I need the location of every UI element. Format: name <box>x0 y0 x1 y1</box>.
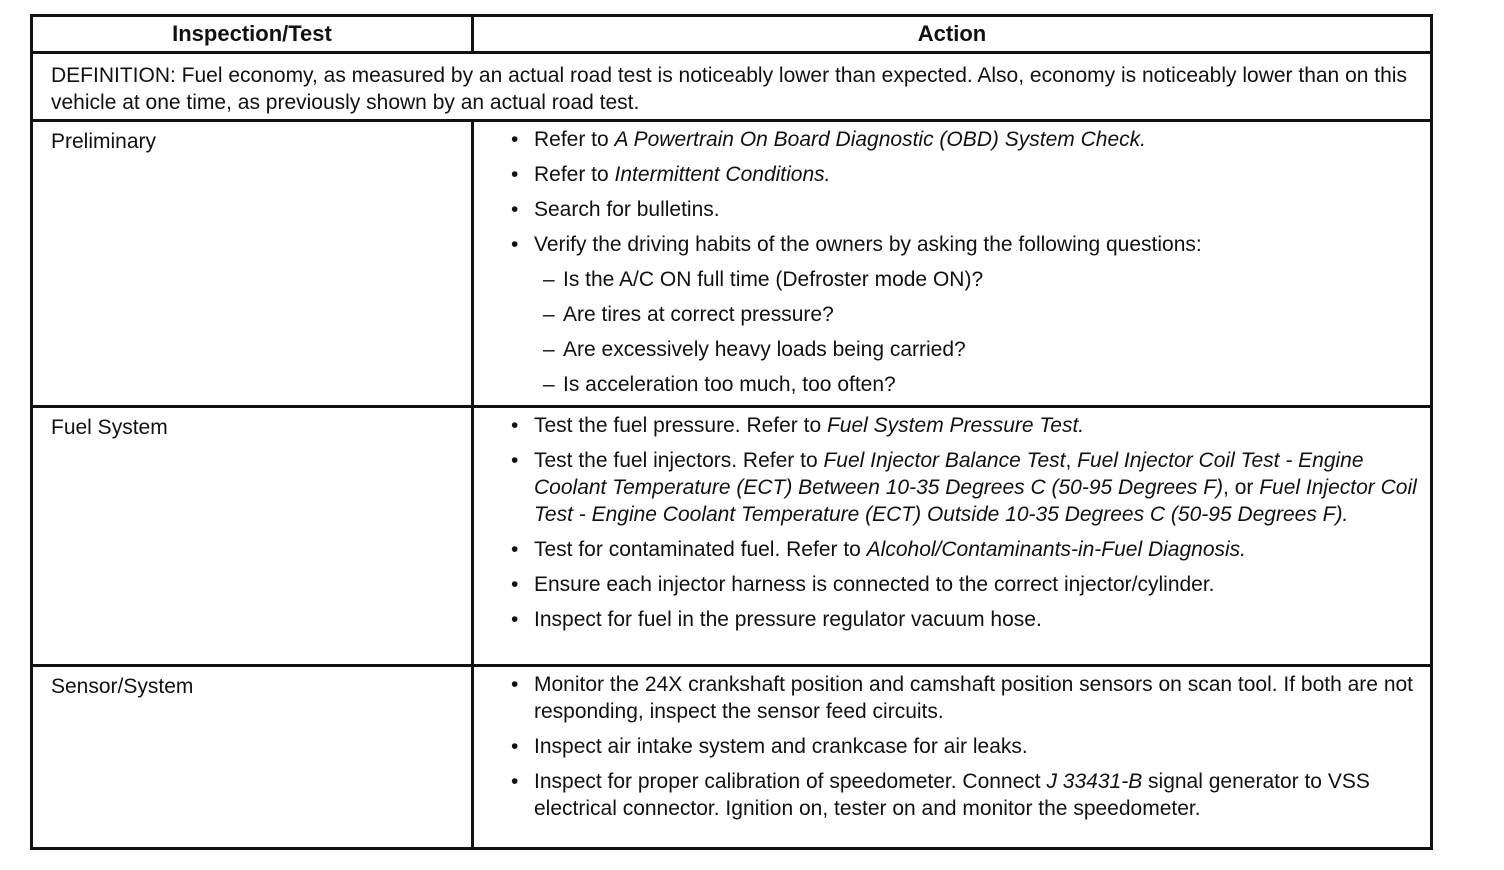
column-divider <box>471 122 474 405</box>
column-divider <box>471 667 474 847</box>
bullet: • <box>511 233 519 256</box>
item-text: Search for bulletins. <box>534 198 720 221</box>
table-row-fuel-system <box>33 408 1430 667</box>
table-header <box>33 17 1430 54</box>
sub-item-text: Is the A/C ON full time (Defroster mode ON)? <box>563 268 984 291</box>
dash: – <box>543 373 555 396</box>
item-text: Test the fuel injectors. Refer to <box>534 449 824 472</box>
item-text: Refer to <box>534 163 615 186</box>
dash: – <box>543 338 555 361</box>
table-row-sensor-system <box>33 667 1430 847</box>
dash: – <box>543 303 555 326</box>
sub-item-text: Are excessively heavy loads being carried? <box>563 338 966 361</box>
dash: – <box>543 268 555 291</box>
item-text: Refer to <box>534 128 615 151</box>
list-item <box>503 412 1420 439</box>
list-item <box>503 768 1420 822</box>
sub-item-text: Are tires at correct pressure? <box>563 303 834 326</box>
item-text: Inspect air intake system and crankcase for air leaks. <box>534 735 1028 758</box>
sub-item <box>503 336 1420 363</box>
list-item <box>503 671 1420 725</box>
list-item <box>503 126 1420 153</box>
bullet: • <box>511 449 519 472</box>
action-list-preliminary <box>503 126 1420 406</box>
reference-link: Fuel Injector Coil Test - Engine Coolant Temperature (ECT) Between 10-35 Degrees C (50-95 Degrees F) <box>534 449 1364 499</box>
sub-item <box>503 371 1420 398</box>
action-list-fuel-system <box>503 412 1420 641</box>
diagnostic-table <box>30 14 1433 850</box>
list-item <box>503 161 1420 188</box>
bullet: • <box>511 573 519 596</box>
action-list-sensor-system <box>503 671 1420 830</box>
list-item <box>503 231 1420 258</box>
definition-row: DEFINITION: Fuel economy, as measured by an actual road test is noticeably lower than expected. Also, economy is noticeably lower than on this vehicle at one time, as previously shown by an actual road test. <box>33 54 1430 122</box>
bullet: • <box>511 128 519 151</box>
item-text: Test for contaminated fuel. Refer to <box>534 538 867 561</box>
item-text: Inspect for proper calibration of speedometer. Connect <box>534 770 1047 793</box>
header-inspection-test: Inspection/Test <box>33 17 474 51</box>
list-item <box>503 571 1420 598</box>
item-text: , or <box>1223 476 1260 499</box>
list-item <box>503 536 1420 563</box>
reference-link: Alcohol/Contaminants-in-Fuel Diagnosis. <box>866 538 1247 561</box>
row-label-fuel-system: Fuel System <box>51 416 168 439</box>
item-text: Verify the driving habits of the owners by asking the following questions: <box>534 233 1202 256</box>
reference-link: Intermittent Conditions. <box>614 163 831 186</box>
reference-link: Fuel System Pressure Test. <box>826 414 1085 437</box>
list-item <box>503 447 1420 528</box>
sub-item <box>503 266 1420 293</box>
header-action: Action <box>917 21 987 46</box>
item-text: Test the fuel pressure. Refer to <box>534 414 827 437</box>
item-text: , <box>1065 449 1078 472</box>
bullet: • <box>511 198 519 221</box>
item-text: Inspect for fuel in the pressure regulator vacuum hose. <box>534 608 1042 631</box>
table-row-preliminary <box>33 122 1430 408</box>
bullet: • <box>511 163 519 186</box>
item-text: signal generator to VSS electrical connector. Ignition on, tester on and monitor the speedometer. <box>534 770 1370 820</box>
row-label-preliminary: Preliminary <box>51 130 157 153</box>
bullet: • <box>511 735 519 758</box>
bullet: • <box>511 770 519 793</box>
item-text: Ensure each injector harness is connected to the correct injector/cylinder. <box>534 573 1215 596</box>
reference-link: Fuel Injector Balance Test <box>823 449 1066 472</box>
reference-link: J 33431-B <box>1046 770 1143 793</box>
row-label-sensor-system: Sensor/System <box>51 675 194 698</box>
list-item <box>503 606 1420 633</box>
bullet: • <box>511 673 519 696</box>
column-divider <box>471 408 474 664</box>
item-text: Monitor the 24X crankshaft position and camshaft position sensors on scan tool. If both are not responding, inspect the sensor feed circuits. <box>534 673 1414 723</box>
list-item <box>503 196 1420 223</box>
reference-link: A Powertrain On Board Diagnostic (OBD) System Check. <box>614 128 1146 151</box>
list-item <box>503 733 1420 760</box>
bullet: • <box>511 414 519 437</box>
bullet: • <box>511 538 519 561</box>
sub-item <box>503 301 1420 328</box>
reference-link: Fuel Injector Coil Test - Engine Coolant Temperature (ECT) Outside 10-35 Degrees C (50-95 Degrees F). <box>534 476 1417 526</box>
sub-item-text: Is acceleration too much, too often? <box>563 373 896 396</box>
bullet: • <box>511 608 519 631</box>
